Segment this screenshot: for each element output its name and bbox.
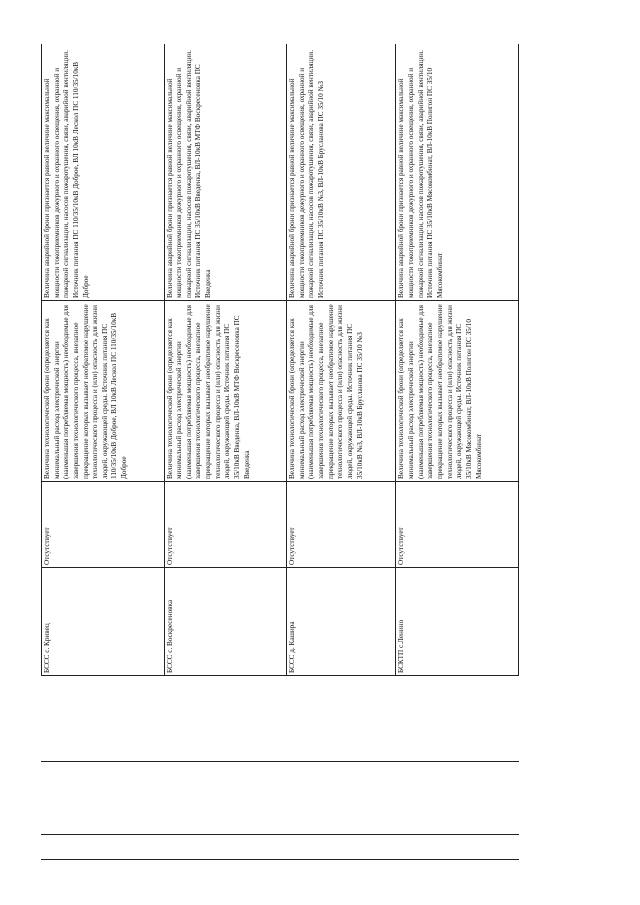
table-row xyxy=(42,44,165,676)
table-row xyxy=(164,44,287,676)
facility-name-cell: БССС д. Кашира xyxy=(287,568,396,676)
signature-line-top xyxy=(41,761,519,762)
technological-reserve-cell: Величина технологической брони (определяется как минимальный расход электрической энергии (наименьшая потребляемая мощность) необходимые для завершения технологического процесса, внезапное прекращение которых вызывает необратимое нарушение технологического процесса и (или) опасность для жизни людей, окружающей среды. Источник питания ПС 35/10кВ Мясокомбинат, ВЛ-10кВ Полигон ПС 35/10 Мясокомбинат xyxy=(396,301,519,482)
technological-reserve-cell: Величина технологической брони (определяется как минимальный расход электрической энергии (наименьшая потребляемая мощность) необходимые для завершения технологического процесса, внезапное прекращение которых вызывает необратимое нарушение технологического процесса и (или) опасность для жизни людей, окружающей среды. Источник питания ПС 35/10кВ Введенка, ВЛ-10кВ МТФ Воскресеновка ПС Введенка xyxy=(164,301,287,482)
emergency-reserve-cell: Величина аварийной брони признается равной величине максимальной мощности токоприемников дежурного и охранного освещения, охранной и пожарной сигнализации, насосов пожаротушения, связи, аварийной вентиляции. Источник питания ПС 35/10кВ Введенка, ВЛ-10кВ МТФ Воскресеновка ПС Введенка xyxy=(164,44,287,301)
signature-line-middle xyxy=(41,834,519,835)
reconstruction-cell: Отсутствует xyxy=(164,482,287,568)
facility-name-cell: БССС с. Воскресеновка xyxy=(164,568,287,676)
emergency-reserve-cell: Величина аварийной брони признается равной величине максимальной мощности токоприемников дежурного и охранного освещения, охранной и пожарной сигнализации, насосов пожаротушения, связи, аварийной вентиляции. Источник питания ПС 110/35/10кВ Доброе, ВЛ 10кВ Лескол ПС 110/35/10кВ Доброе xyxy=(42,44,165,301)
emergency-reserve-cell: Величина аварийной брони признается равной величине максимальной мощности токоприемников дежурного и охранного освещения, охранной и пожарной сигнализации, насосов пожаротушения, связи, аварийной вентиляции. Источник питания ПС 35/10кВ №3, ВЛ-10кВ Брусланова ПС 35/10 №3 xyxy=(287,44,396,301)
reconstruction-cell: Отсутствует xyxy=(396,482,519,568)
table-row xyxy=(287,44,396,676)
facility-name-cell: БССС с. Кривец xyxy=(42,568,165,676)
signature-line-bottom xyxy=(41,859,519,860)
rotated-table-container xyxy=(41,44,519,676)
table-row xyxy=(396,44,519,676)
rotated-page-frame xyxy=(41,44,519,676)
power-reserve-table xyxy=(41,44,519,676)
technological-reserve-cell: Величина технологической брони (определяется как минимальный расход электрической энергии (наименьшая потребляемая мощность) необходимые для завершения технологического процесса, внезапное прекращение которых вызывает необратимое нарушение технологического процесса и (или) опасность для жизни людей, окружающей среды. Источник питания ПС 35/10кВ №3, ВЛ-10кВ Брусланова ПС 35/10 №3 xyxy=(287,301,396,482)
technological-reserve-cell: Величина технологической брони (определяется как минимальный расход электрической энергии (наименьшая потребляемая мощность) необходимые для завершения технологического процесса, внезапное прекращение которых вызывает необратимое нарушение технологического процесса и (или) опасность для жизни людей, окружающей среды. Источник питания ПС 110/35/10кВ Доброе, ВЛ 10кВ Лескол ПС 110/35/10кВ Доброе xyxy=(42,301,165,482)
reconstruction-cell: Отсутствует xyxy=(42,482,165,568)
facility-name-cell: БСКТП с.Ленино xyxy=(396,568,519,676)
emergency-reserve-cell: Величина аварийной брони признается равной величине максимальной мощности токоприемников дежурного и охранного освещения, охранной и пожарной сигнализации, насосов пожаротушения, связи, аварийной вентиляции. Источник питания ПС 35/10кВ Мясокомбинат, ВЛ-10кВ Полигон ПС 35/10 Мясокомбинат xyxy=(396,44,519,301)
reconstruction-cell: Отсутствует xyxy=(287,482,396,568)
